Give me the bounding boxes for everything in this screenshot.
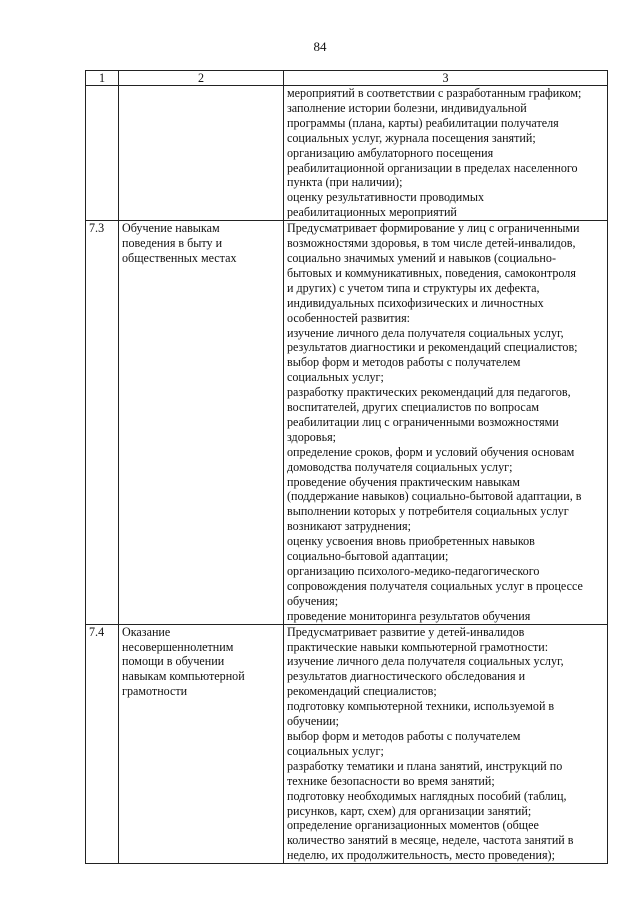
- description-line: неделю, их продолжительность, место проведения);: [287, 848, 555, 863]
- description-line: технике безопасности во время занятий;: [287, 773, 495, 788]
- page-number: 84: [313, 39, 327, 54]
- row-number: 7.4: [86, 624, 119, 864]
- header-col-3: 3: [284, 71, 608, 86]
- row-number: 7.3: [86, 221, 119, 624]
- description-line: обучении;: [287, 714, 340, 729]
- service-name-line: поведения в быту и: [122, 236, 223, 251]
- description-line: сопровождения получателя социальных услуг в процессе: [287, 578, 583, 593]
- description-line: подготовку необходимых наглядных пособий (таблиц,: [287, 788, 567, 803]
- description-line: практические навыки компьютерной грамотности:: [287, 639, 549, 654]
- description-line: рисунков, карт, схем) для организации занятий;: [287, 803, 532, 818]
- table-row: [86, 624, 608, 864]
- service-name: [119, 86, 284, 221]
- description-line: мероприятий в соответствии с разработанным графиком;: [287, 86, 582, 100]
- description-line: возможностями здоровья, в том числе детей-инвалидов,: [287, 236, 576, 251]
- service-name-line: Обучение навыкам: [122, 221, 220, 236]
- row-number: [86, 86, 119, 221]
- description-line: организацию амбулаторного посещения: [287, 145, 494, 160]
- description-line: бытовых и коммуникативных, поведения, самоконтроля: [287, 265, 576, 280]
- description-line: социальных услуг;: [287, 743, 384, 758]
- description-line: заполнение истории болезни, индивидуальной: [287, 100, 527, 115]
- services-table: [85, 70, 608, 864]
- service-description: [284, 624, 608, 864]
- description-line: воспитателей, других специалистов по вопросам: [287, 400, 539, 415]
- description-line: здоровья;: [287, 429, 337, 444]
- description-line: разработку тематики и плана занятий, инструкций по: [287, 758, 563, 773]
- description-line: программы (плана, карты) реабилитации получателя: [287, 115, 559, 130]
- description-line: (поддержание навыков) социально-бытовой адаптации, в: [287, 489, 582, 504]
- header-col-1: 1: [86, 71, 119, 86]
- service-name-line: помощи в обучении: [122, 654, 225, 669]
- service-name-line: Оказание: [122, 624, 171, 639]
- description-line: социальных услуг, журнала посещения занятий;: [287, 130, 536, 145]
- description-line: выбор форм и методов работы с получателем: [287, 728, 521, 743]
- description-line: оценку усвоения вновь приобретенных навыков: [287, 534, 535, 549]
- description-line: выбор форм и методов работы с получателем: [287, 355, 521, 370]
- description-line: реабилитационной организации в пределах населенного: [287, 160, 578, 175]
- service-name-line: несовершеннолетним: [122, 639, 234, 654]
- description-line: проведение мониторинга результатов обучения: [287, 608, 531, 623]
- header-col-2: 2: [119, 71, 284, 86]
- service-name-line: грамотности: [122, 684, 188, 699]
- description-line: изучение личного дела получателя социальных услуг,: [287, 325, 564, 340]
- description-line: проведение обучения практическим навыкам: [287, 474, 520, 489]
- description-line: индивидуальных психофизических и личностных: [287, 295, 544, 310]
- description-line: социально-бытовой адаптации;: [287, 549, 449, 564]
- description-line: социальных услуг;: [287, 370, 384, 385]
- description-line: и других) с учетом типа и структуры их дефекта,: [287, 280, 540, 295]
- service-name-line: навыкам компьютерной: [122, 669, 245, 684]
- description-line: результатов диагностики и рекомендаций специалистов;: [287, 340, 578, 355]
- service-name-line: общественных местах: [122, 250, 237, 265]
- description-line: изучение личного дела получателя социальных услуг,: [287, 654, 564, 669]
- description-line: разработку практических рекомендаций для педагогов,: [287, 385, 571, 400]
- description-line: количество занятий в месяце, неделе, частота занятий в: [287, 833, 574, 848]
- description-line: организацию психолого-медико-педагогического: [287, 564, 540, 578]
- service-name: [119, 221, 284, 624]
- description-line: Предусматривает развитие у детей-инвалидов: [287, 624, 525, 639]
- table-header-row: [86, 71, 608, 86]
- table-row: [86, 221, 608, 624]
- description-line: социально значимых умений и навыков (социально-: [287, 250, 556, 265]
- service-description: [284, 86, 608, 221]
- description-line: домоводства получателя социальных услуг;: [287, 459, 513, 474]
- description-line: рекомендаций специалистов;: [287, 684, 437, 699]
- description-line: подготовку компьютерной техники, используемой в: [287, 699, 555, 714]
- description-line: реабилитации лиц с ограниченными возможностями: [287, 414, 559, 429]
- description-line: пункта (при наличии);: [287, 175, 403, 190]
- description-line: определение организационных моментов (общее: [287, 818, 539, 833]
- description-line: возникают затруднения;: [287, 519, 411, 534]
- description-line: Предусматривает формирование у лиц с ограниченными: [287, 221, 580, 236]
- description-line: определение сроков, форм и условий обучения основам: [287, 444, 575, 459]
- description-line: обучения;: [287, 593, 339, 608]
- description-line: оценку результативности проводимых: [287, 190, 485, 205]
- description-line: особенностей развития:: [287, 310, 410, 325]
- table-row: [86, 86, 608, 221]
- service-name: [119, 624, 284, 864]
- description-line: реабилитационных мероприятий: [287, 205, 457, 220]
- service-description: [284, 221, 608, 624]
- description-line: выполнении которых у потребителя социальных услуг: [287, 504, 569, 519]
- description-line: результатов диагностического обследования и: [287, 669, 526, 684]
